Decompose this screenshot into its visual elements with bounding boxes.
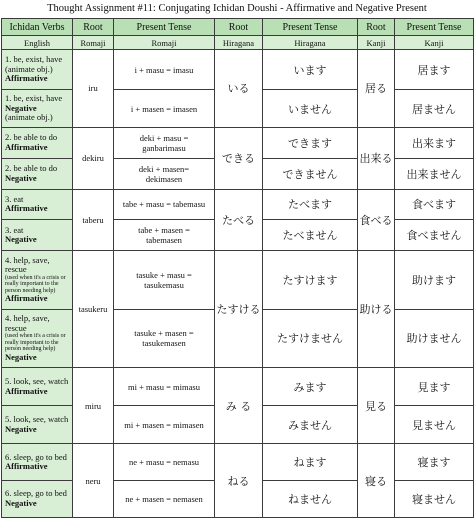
- kanji-cell: 助けます: [395, 251, 474, 310]
- root-hiragana: たすける: [215, 251, 263, 368]
- subheader-romaji: Romaji: [73, 36, 114, 50]
- header-row: [2, 19, 474, 36]
- english-cell: [2, 368, 73, 406]
- form-label: Negative: [5, 234, 37, 245]
- header-root-romaji: Root: [73, 19, 114, 36]
- kanji-cell: 見ます: [395, 368, 474, 406]
- kanji-cell: 食べません: [395, 220, 474, 251]
- root-kanji: 見る: [358, 368, 395, 444]
- subheader-hiragana: Hiragana: [263, 36, 358, 50]
- romaji-formula: tabe + masu = tabemasu: [114, 189, 215, 220]
- english-cell: [2, 158, 73, 189]
- hiragana-cell: できません: [263, 158, 358, 189]
- table-row: [2, 189, 474, 220]
- table-row: [2, 127, 474, 158]
- form-label: Affirmative: [5, 73, 48, 84]
- page-title: Thought Assignment #11: Conjugating Ichidan Doushi - Affirmative and Negative Present: [47, 3, 427, 14]
- root-kanji: 出来る: [358, 127, 395, 189]
- romaji-formula: i + masu = imasu: [114, 50, 215, 90]
- usage-note: (used when it's a crisis or really important to the person needing help): [5, 333, 66, 353]
- hiragana-cell: みません: [263, 406, 358, 444]
- english-text: 4. help, save, rescue: [5, 313, 50, 333]
- romaji-formula: mi + masen = mimasen: [114, 406, 215, 444]
- root-hiragana: できる: [215, 127, 263, 189]
- root-kanji: 助ける: [358, 251, 395, 368]
- root-hiragana: み る: [215, 368, 263, 444]
- conjugation-table: [1, 18, 474, 518]
- hiragana-cell: たすけません: [263, 309, 358, 368]
- header-present-kanji: Present Tense: [395, 19, 474, 36]
- english-text: 5. look, see, watch: [5, 414, 69, 425]
- english-cell: [2, 189, 73, 220]
- english-text: 3. eat: [5, 193, 24, 204]
- root-kanji: 居る: [358, 50, 395, 128]
- root-romaji: dekiru: [73, 127, 114, 189]
- english-extra: (animate obj.): [5, 112, 53, 123]
- subheader-hiragana: Hiragana: [215, 36, 263, 50]
- table-row: [2, 368, 474, 406]
- form-label: Negative: [5, 351, 37, 362]
- subheader-english: English: [2, 36, 73, 50]
- kanji-cell: 出来ます: [395, 127, 474, 158]
- subheader-kanji: Kanji: [395, 36, 474, 50]
- english-cell: [2, 127, 73, 158]
- root-romaji: miru: [73, 368, 114, 444]
- root-kanji: 食べる: [358, 189, 395, 251]
- form-label: Negative: [5, 172, 37, 183]
- english-cell: [2, 220, 73, 251]
- romaji-formula: ne + masen = nemasen: [114, 480, 215, 517]
- hiragana-cell: できます: [263, 127, 358, 158]
- english-cell: [2, 406, 73, 444]
- english-cell: [2, 480, 73, 517]
- hiragana-cell: ねません: [263, 480, 358, 517]
- hiragana-cell: たべます: [263, 189, 358, 220]
- form-label: Negative: [5, 497, 37, 508]
- kanji-cell: 見ません: [395, 406, 474, 444]
- hiragana-cell: います: [263, 50, 358, 90]
- root-romaji: tasukeru: [73, 251, 114, 368]
- english-cell: [2, 50, 73, 90]
- english-text: 3. eat: [5, 224, 24, 235]
- romaji-formula: tasuke + masen = tasukemasen: [114, 309, 215, 368]
- english-text: 1. be, exist, have (animate obj.): [5, 54, 63, 74]
- subheader-row: [2, 36, 474, 50]
- form-label: Affirmative: [5, 203, 48, 214]
- kanji-cell: 助けません: [395, 309, 474, 368]
- kanji-cell: 居ます: [395, 50, 474, 90]
- usage-note: (used when it's a crisis or really important to the person needing help): [5, 274, 66, 294]
- english-text: 4. help, save, rescue: [5, 254, 50, 275]
- form-label: Affirmative: [5, 385, 48, 396]
- root-hiragana: ねる: [215, 444, 263, 518]
- table-row: [2, 251, 474, 310]
- english-text: 6. sleep, go to bed: [5, 451, 67, 462]
- english-text: 6. sleep, go to bed: [5, 488, 67, 499]
- hiragana-cell: たすけます: [263, 251, 358, 310]
- header-present-hiragana: Present Tense: [263, 19, 358, 36]
- subheader-kanji: Kanji: [358, 36, 395, 50]
- hiragana-cell: いません: [263, 90, 358, 128]
- kanji-cell: 居ません: [395, 90, 474, 128]
- root-kanji: 寝る: [358, 444, 395, 518]
- hiragana-cell: たべません: [263, 220, 358, 251]
- romaji-formula: i + masen = imasen: [114, 90, 215, 128]
- table-row: [2, 444, 474, 481]
- form-label: Affirmative: [5, 293, 48, 304]
- english-text: 5. look, see, watch: [5, 376, 69, 387]
- romaji-formula: mi + masu = mimasu: [114, 368, 215, 406]
- kanji-cell: 食べます: [395, 189, 474, 220]
- english-text: 1. be, exist, have: [5, 93, 63, 104]
- root-hiragana: たべる: [215, 189, 263, 251]
- kanji-cell: 寝ません: [395, 480, 474, 517]
- hiragana-cell: ねます: [263, 444, 358, 481]
- form-label: Negative: [5, 102, 37, 113]
- form-label: Affirmative: [5, 461, 48, 472]
- romaji-formula: ne + masu = nemasu: [114, 444, 215, 481]
- header-root-hiragana: Root: [215, 19, 263, 36]
- header-root-kanji: Root: [358, 19, 395, 36]
- romaji-formula: tabe + masen = tabemasen: [114, 220, 215, 251]
- english-text: 2. be able to do: [5, 132, 58, 143]
- root-romaji: neru: [73, 444, 114, 518]
- kanji-cell: 出来ません: [395, 158, 474, 189]
- root-romaji: taberu: [73, 189, 114, 251]
- subheader-romaji: Romaji: [114, 36, 215, 50]
- hiragana-cell: みます: [263, 368, 358, 406]
- root-hiragana: いる: [215, 50, 263, 128]
- romaji-formula: deki + masen= dekimasen: [114, 158, 215, 189]
- english-cell: [2, 309, 73, 368]
- root-romaji: iru: [73, 50, 114, 128]
- romaji-formula: deki + masu = ganbarimasu: [114, 127, 215, 158]
- romaji-formula: tasuke + masu = tasukemasu: [114, 251, 215, 310]
- form-label: Affirmative: [5, 141, 48, 152]
- kanji-cell: 寝ます: [395, 444, 474, 481]
- form-label: Negative: [5, 423, 37, 434]
- english-text: 2. be able to do: [5, 163, 58, 174]
- english-cell: [2, 444, 73, 481]
- header-verbs: Ichidan Verbs: [2, 19, 73, 36]
- header-present-romaji: Present Tense: [114, 19, 215, 36]
- english-cell: [2, 90, 73, 128]
- english-cell: [2, 251, 73, 310]
- table-row: [2, 50, 474, 90]
